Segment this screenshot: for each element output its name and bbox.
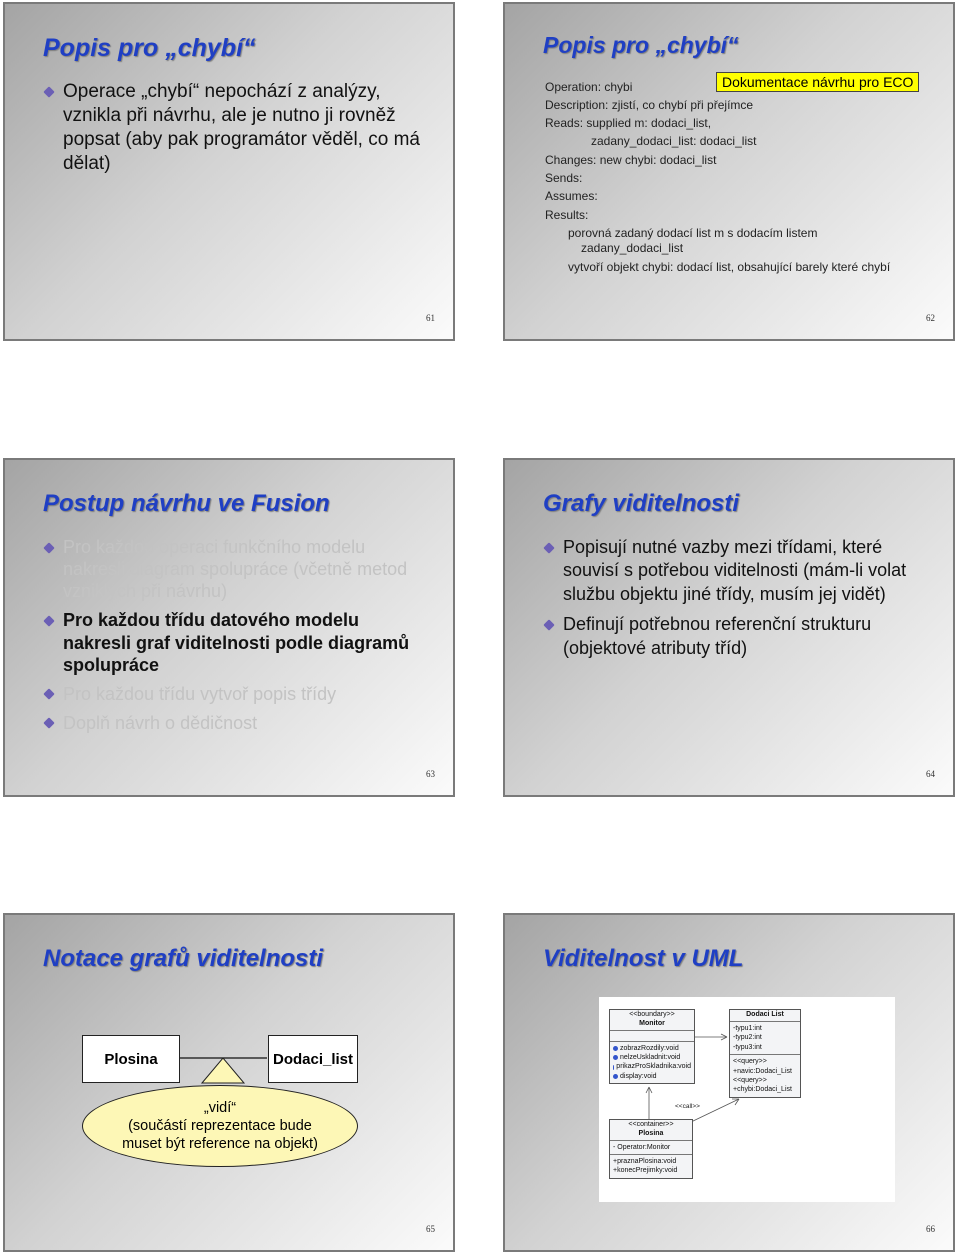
bullet-item: Popisují nutné vazby mezi třídami, které souvisí s potřebou viditelnosti (mám-li volat službu objektu jiné třídy, musím jej vidět): [543, 536, 928, 606]
class-box-dodaci-list: Dodaci_list: [268, 1035, 358, 1083]
class-name: Monitor: [639, 1019, 665, 1027]
operation-row: nelzeUskladnit:void: [613, 1053, 691, 1062]
operation-section: [610, 1042, 694, 1084]
spec-line: Changes: new chybi: dodaci_list: [545, 153, 717, 167]
class-header: [730, 1010, 800, 1022]
spec-line: Sends:: [545, 171, 583, 185]
diamond-bullet-icon: [543, 542, 554, 553]
operation-spec: [545, 4, 945, 304]
class-header: [610, 1120, 692, 1141]
slide-61: [3, 2, 455, 341]
operation-row: <<query>>: [733, 1076, 767, 1084]
slide-title: Popis pro „chybí“: [543, 32, 739, 58]
operation-row: +konecPrejimky:void: [613, 1167, 678, 1175]
bullet-item: Operace „chybí“ nepochází z analýzy, vznikla při návrhu, ale je nutno ji rovněž popsat (aby pak programátor věděl, co má dělat): [43, 80, 428, 176]
operation-row: +praznaPlosina:void: [613, 1157, 677, 1165]
diamond-bullet-icon: [43, 689, 54, 700]
note-line: muset být reference na objekt): [122, 1136, 318, 1153]
visibility-note-oval: [82, 1085, 358, 1167]
page-number: 62: [926, 313, 935, 323]
class-header: [610, 1010, 694, 1031]
operation-icon: [613, 1046, 618, 1051]
attribute-row: -typu1:int: [733, 1024, 762, 1032]
slide-63: [3, 458, 455, 797]
stereotype-label: <<boundary>>: [629, 1011, 675, 1018]
slide-64: [503, 458, 955, 797]
page-number: 65: [426, 1224, 435, 1234]
page-number: 66: [926, 1224, 935, 1234]
attribute-section: [610, 1141, 692, 1155]
diamond-bullet-icon: [43, 718, 54, 729]
operation-section: [610, 1155, 692, 1178]
note-line: (součástí reprezentace bude: [128, 1117, 312, 1134]
attribute-row: -typu2:int: [733, 1034, 762, 1042]
operation-row: display:void: [613, 1072, 691, 1081]
eco-badge: Dokumentace návrhu pro ECO: [716, 72, 919, 92]
uml-class-monitor: [609, 1009, 695, 1084]
uml-class-dodaci-list: [729, 1009, 801, 1098]
diamond-bullet-icon: [43, 542, 54, 553]
operation-row: +navic:Dodaci_List: [733, 1067, 792, 1075]
stereotype-label: <<container>>: [628, 1121, 674, 1128]
spec-line: vytvoří objekt chybi: dodací list, obsahující barely které chybí: [568, 260, 891, 274]
diamond-bullet-icon: [543, 619, 554, 630]
operation-icon: [613, 1074, 618, 1079]
slide-title: Notace grafů viditelnosti: [43, 945, 324, 972]
slide-62: [503, 2, 955, 341]
uml-class-diagram: [599, 997, 895, 1202]
bullet-item: Pro každou operaci funkčního modelu nakresli diagram spolupráce (včetně metod vzniklých při návrhu): [43, 536, 428, 602]
class-box-plosina: Plosina: [82, 1035, 180, 1083]
bullet-item: Doplň návrh o dědičnost: [43, 712, 428, 734]
bullet-item-active: Pro každou třídu datového modelu nakresli graf viditelnosti podle diagramů spolupráce: [43, 609, 428, 675]
operation-row: zobrazRozdily:void: [613, 1044, 691, 1053]
page-number: 61: [426, 313, 435, 323]
operation-row: <<query>>: [733, 1058, 767, 1066]
spec-line: Reads: supplied m: dodaci_list,: [545, 116, 712, 130]
bullet-item: Definují potřebnou referenční strukturu (objektové atributy tříd): [543, 613, 928, 660]
spec-line: zadany_dodaci_list: dodaci_list: [591, 134, 757, 148]
attribute-row: - Operator:Monitor: [613, 1143, 671, 1151]
page-number: 63: [426, 769, 435, 779]
diamond-bullet-icon: [43, 615, 54, 626]
call-dependency-label: <<call>>: [675, 1103, 700, 1110]
slide-66: [503, 913, 955, 1252]
spec-line: Assumes:: [545, 189, 598, 203]
slide-title: Postup návrhu ve Fusion: [43, 490, 330, 517]
operation-icon: [613, 1055, 618, 1060]
class-name: Plosina: [638, 1129, 664, 1137]
operation-row: prikazProSkladnika:void: [613, 1062, 691, 1071]
bullet-list: [543, 536, 928, 667]
bullet-list: [43, 536, 428, 741]
bullet-list: [43, 80, 428, 183]
slide-title: Popis pro „chybí“: [43, 34, 256, 62]
page-number: 64: [926, 769, 935, 779]
slide-title: Viditelnost v UML: [543, 945, 744, 972]
attribute-row: -typu3:int: [733, 1043, 762, 1051]
uml-class-plosina: [609, 1119, 693, 1179]
spec-line: Results:: [545, 208, 589, 222]
spec-line: Description: zjistí, co chybí při přejímce: [545, 98, 754, 112]
class-name: Dodaci List: [746, 1011, 784, 1018]
bullet-item: Pro každou třídu vytvoř popis třídy: [43, 683, 428, 705]
operation-section: [730, 1055, 800, 1097]
diamond-bullet-icon: [43, 86, 54, 97]
slide-65: [3, 913, 455, 1252]
slide-title: Grafy viditelnosti: [543, 490, 740, 517]
spec-line: Operation: chybi: [545, 80, 633, 94]
operation-row: +chybi:Dodaci_List: [733, 1086, 792, 1094]
spec-line: porovná zadaný dodací list m s dodacím listem: [568, 226, 818, 240]
note-line: „vidí“: [203, 1099, 237, 1116]
spec-line: zadany_dodaci_list: [581, 241, 684, 255]
attribute-section: [730, 1022, 800, 1055]
operation-icon: [613, 1065, 614, 1070]
attribute-section: [610, 1031, 694, 1042]
